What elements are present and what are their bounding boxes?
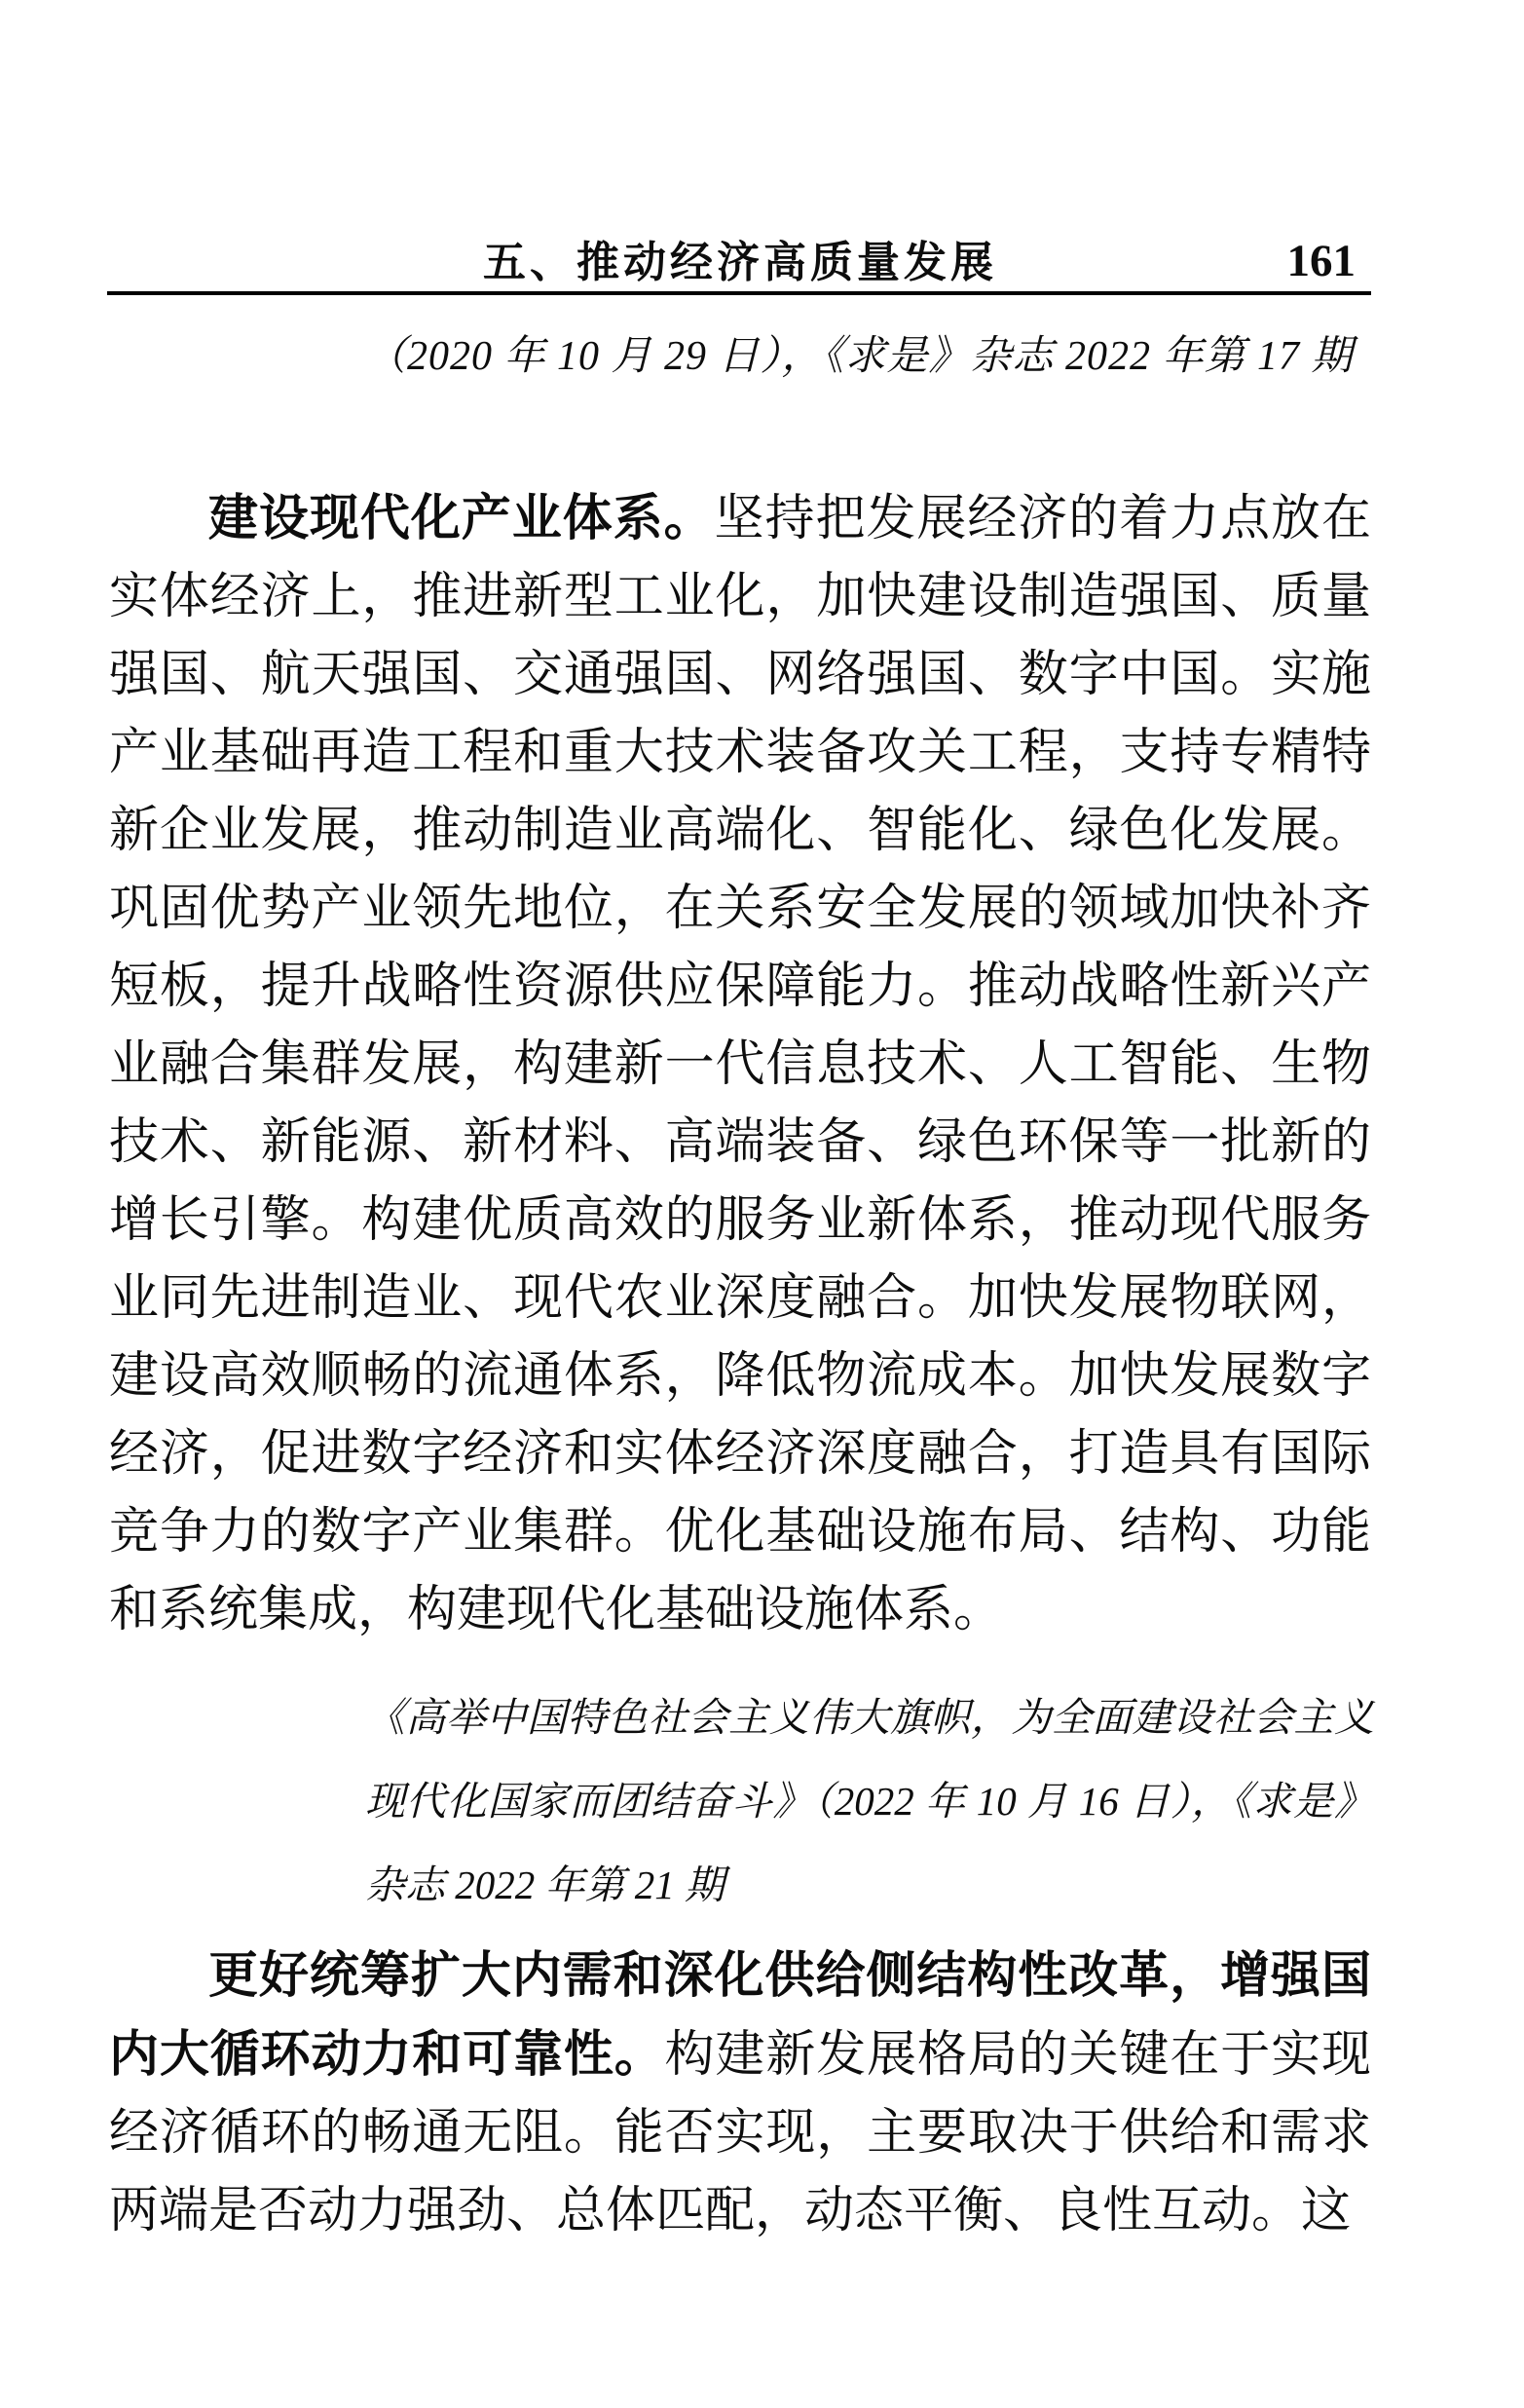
paragraph-1 (109, 479, 1371, 1649)
source-note-main: 《高举中国特色社会主义伟大旗帜，为全面建设社会主义现代化国家而团结奋斗》（2022 年 10 月 16 日），《求是》杂志 2022 年第 21 期 (365, 1695, 1374, 1907)
page-header (109, 235, 1371, 291)
paragraph-1-lead: 建设现代化产业体系。 (208, 490, 715, 546)
paragraph-2-text: 构建新发展格局的关键在于实现经济循环的畅通无阻。能否实现，主要取决于供给和需求两端是否动力强劲、总体匹配，动态平衡、良性互动。这 (109, 2028, 1371, 2239)
header-rule (107, 291, 1371, 295)
paragraph-1-text: 坚持把发展经济的着力点放在实体经济上，推进新型工业化，加快建设制造强国、质量强国、航天强国、交通强国、网络强国、数字中国。实施产业基础再造工程和重大技术装备攻关工程，支持专精特新企业发展，推动制造业高端化、智能化、绿色化发展。巩固优势产业领先地位，在关系安全发展的领域加快补齐短板，提升战略性资源供应保障能力。推动战略性新兴产业融合集群发展，构建新一代信息技术、人工智能、生物技术、新能源、新材料、高端装备、绿色环保等一批新的增长引擎。构建优质高效的服务业新体系，推动现代服务业同先进制造业、现代农业深度融合。加快发展物联网，建设高效顺畅的流通体系，降低物流成本。加快发展数字经济，促进数字经济和实体经济深度融合，打造具有国际竞争力的数字产业集群。优化基础设施布局、结构、功能和系统集成，构建现代化基础设施体系。 (109, 492, 1371, 1637)
paragraph-2-lead: 更好统筹扩大内需和深化供给侧结构性改革，增强国内大循环动力和可靠性。 (109, 1947, 1371, 2082)
chapter-title: 五、推动经济高质量发展 (483, 239, 997, 286)
source-note-top: （2020 年 10 月 29 日），《求是》杂志 2022 年第 17 期 (365, 334, 1354, 379)
page-number: 161 (1286, 236, 1356, 286)
paragraph-2 (109, 1937, 1371, 2250)
